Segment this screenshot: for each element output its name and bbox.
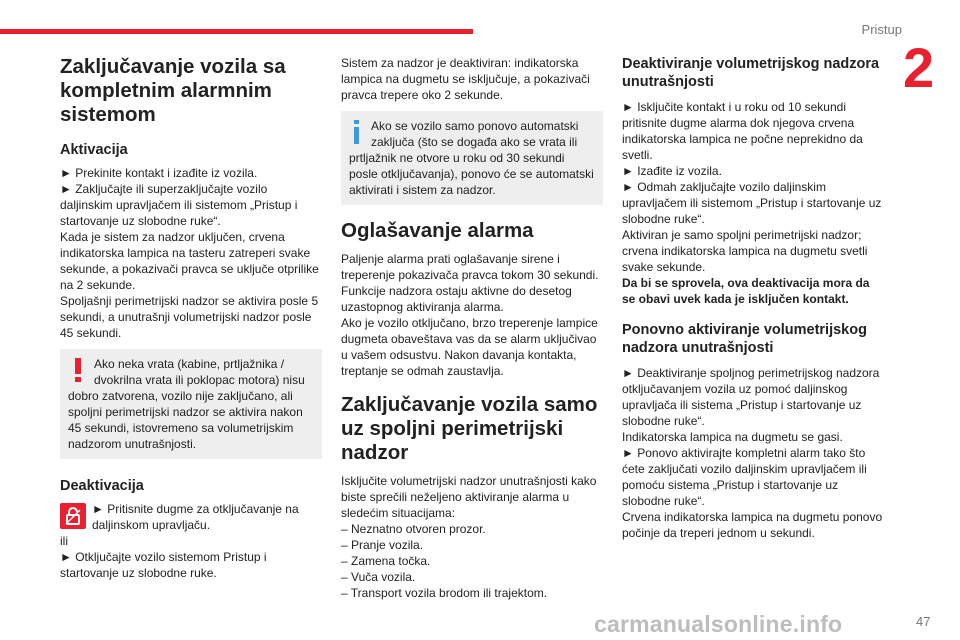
perimeter-list-item: – Neznatno otvoren prozor. [341,522,486,536]
perimeter-list-item: – Pranje vozila. [341,538,424,552]
alarm-text-2: Funkcije nadzora ostaju aktivne do desetog uzastopnog aktiviranja alarma. [341,284,572,314]
deactivation-step: ► Pritisnite dugme za otključavanje na daljinskom upravljaču. [92,502,299,532]
column-1 [60,55,322,581]
activation-heading: Aktivacija [60,142,128,158]
reactivation-text-2: Crvena indikatorska lampica na dugmetu ponovo počinje da treperi jednom u sekundi. [622,510,883,540]
deactivation-step-block [60,501,322,533]
perimeter-intro: Isključite volumetrijski nadzor unutrašnjosti kako biste sprečili neželjeno aktiviranje alarma u sledećim situacijama: [341,474,597,520]
activation-step-1: ► Prekinite kontakt i izađite iz vozila. [60,166,258,180]
info-note [341,111,603,205]
volumetric-deactivation-heading: Deaktiviranje volumetrijskog nadzora unutrašnjosti [622,56,880,90]
reactivation-step-2: ► Ponovo aktivirajte kompletni alarm tako što ćete zaključati vozilo daljinskim upravljačem ili pomoću sistema „Pristup i startovanje uz slobodne ruke“. [622,446,867,508]
column-3 [622,55,884,541]
deactivation-result-text: Sistem za nadzor je deaktiviran: indikatorska lampica na dugmetu se isključuje, a pokazivači pravca trepere oko 2 sekunde. [341,56,590,102]
page-number: 47 [916,614,931,629]
warning-exclamation-icon [68,356,88,384]
main-title: Zaključavanje vozila sa kompletnim alarmnim sistemom [60,55,286,126]
alarm-text-1: Paljenje alarma prati oglašavanje sirene i treperenje pokazivača pravca tokom 30 sekundi. [341,252,599,282]
activation-text-1: Kada je sistem za nadzor uključen, crvena indikatorska lampica na tasteru zatreperi svake sekunde, a pokazivači pravca se uključe otprilike na 2 sekunde. [60,230,319,292]
info-icon [349,118,365,146]
perimeter-list-item: – Zamena točka. [341,554,431,568]
volumetric-deact-bold-note: Da bi se sprovela, ova deaktivacija mora da se obavi uvek kada je isključen kontakt. [622,276,870,306]
column-2 [341,55,603,601]
warning-note [60,349,322,459]
chapter-number: 2 [903,36,935,99]
section-label: Pristup [861,22,902,37]
deactivation-or: ili [60,534,68,548]
volumetric-deact-text: Aktiviran je samo spoljni perimetrijski nadzor; crvena indikatorska lampica na dugmetu svetli svake sekunde. [622,228,868,274]
volumetric-deact-step-1: ► Isključite kontakt i u roku od 10 sekundi pritisnite dugme alarma dok njegova crvena indikatorska lampica ne počne neprekidno da svetli. [622,100,863,162]
alarm-text-3: Ako je vozilo otključano, brzo treperenje lampice dugmeta obaveštava vas da se alarm uključivao u vašem odsustvu. Nakon davanja kontakta, treptanje se odmah zaustavlja. [341,316,598,378]
info-note-text: Ako se vozilo samo ponovo automatski zaključa (što se događa ako se vrata ili prtljažnik ne otvore u roku od 30 sekundi posle otključavanja), ponovo će se automatski aktivirati i sistem za nadzor. [349,119,594,197]
watermark: carmanualsonline.info [594,611,843,637]
activation-text-2: Spoljašnji perimetrijski nadzor se aktivira posle 5 sekundi, a unutrašnji volumetrijski nadzor posle 45 sekundi. [60,294,319,340]
perimeter-list-item: – Vuča vozila. [341,570,416,584]
deactivation-alt: ► Otključajte vozilo sistemom Pristup i startovanje uz slobodne ruke. [60,550,267,580]
perimeter-heading: Zaključavanje vozila samo uz spoljni perimetrijski nadzor [341,393,598,464]
perimeter-list-item: – Transport vozila brodom ili trajektom. [341,586,548,600]
volumetric-deact-step-2: ► Izađite iz vozila. [622,164,722,178]
reactivation-text-1: Indikatorska lampica na dugmetu se gasi. [622,430,843,444]
warning-note-text: Ako neka vrata (kabine, prtljažnika / dvokrilna vrata ili poklopac motora) nisu dobro zatvorena, vozilo nije zaključano, ali spoljni perimetrijski nadzor se aktivira nakon 45 sekundi, istovremeno sa volumetrijskim nadzorom unutrašnjosti. [68,357,305,451]
alarm-heading: Oglašavanje alarma [341,219,534,242]
reactivation-step-1: ► Deaktiviranje spoljnog perimetrijskog nadzora otključavanjem vozila uz pomoć daljinskog upravljača ili sistema „Pristup i startovanje uz slobodne ruke“. [622,366,880,428]
chapter-color-bar [0,29,473,34]
unlock-padlock-icon [60,503,86,529]
volumetric-reactivation-heading: Ponovno aktiviranje volumetrijskog nadzora unutrašnjosti [622,322,867,356]
deactivation-heading: Deaktivacija [60,478,144,494]
activation-step-2: ► Zaključajte ili superzaključajte vozilo daljinskim upravljačem ili sistemom „Pristup i startovanje uz slobodne ruke“. [60,182,298,228]
volumetric-deact-step-3: ► Odmah zaključajte vozilo daljinskim upravljačem ili sistemom „Pristup i startovanje uz slobodne ruke“. [622,180,882,226]
